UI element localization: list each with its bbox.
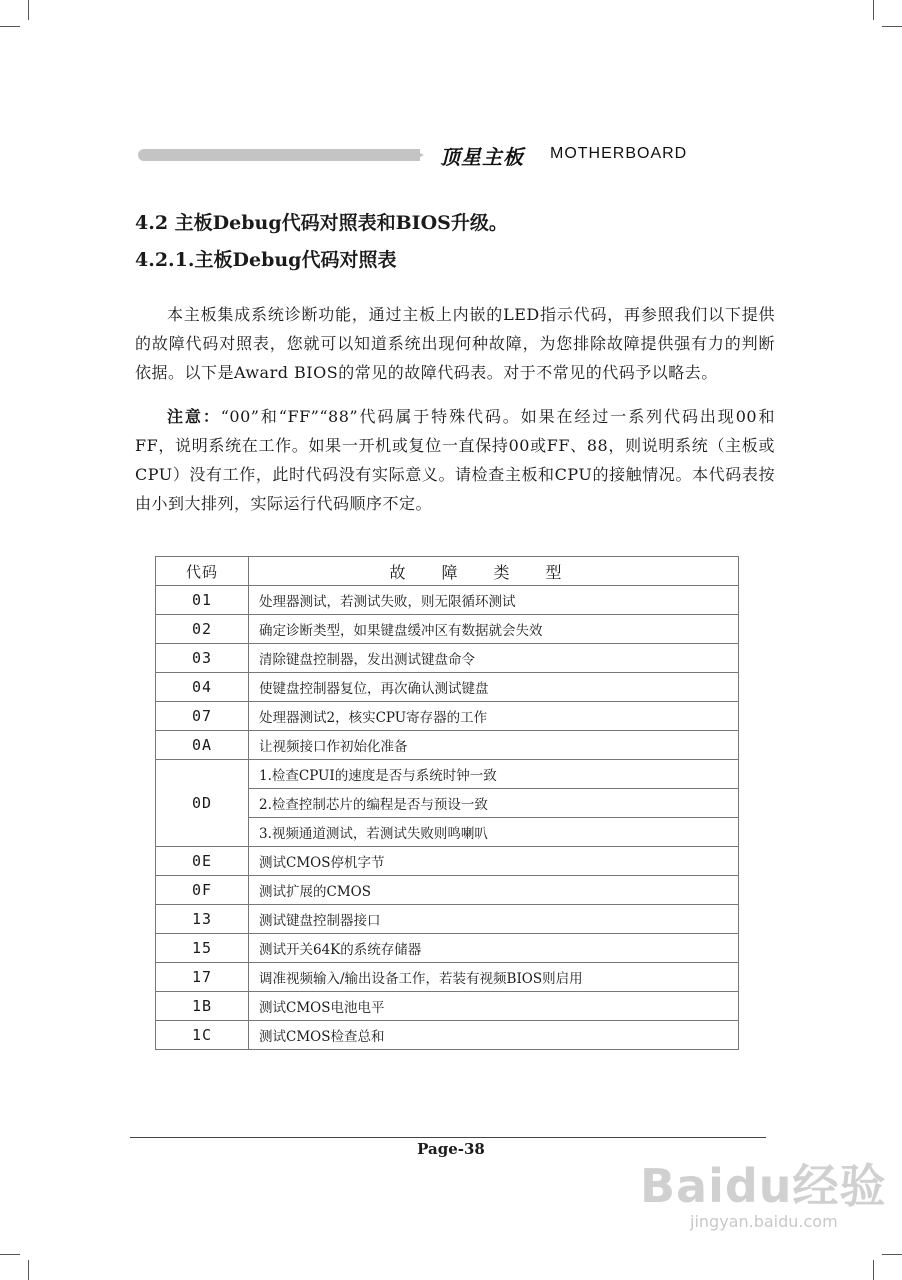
header-bar bbox=[138, 149, 420, 161]
desc-cell: 测试键盘控制器接口 bbox=[249, 905, 739, 934]
desc-cell: 测试CMOS电池电平 bbox=[249, 992, 739, 1021]
intro-paragraph: 本主板集成系统诊断功能，通过主板上内嵌的LED指示代码，再参照我们以下提供的故障代码对照表，您就可以知道系统出现何种故障，为您排除故障提供强有力的判断依据。以下是Award BIOS的常见的故障代码表。对于不常见的代码予以略去。 bbox=[135, 305, 775, 382]
note-paragraph bbox=[135, 402, 775, 518]
desc-cell: 让视频接口作初始化准备 bbox=[249, 731, 739, 760]
table-row bbox=[156, 905, 739, 934]
desc-cell: 清除键盘控制器，发出测试键盘命令 bbox=[249, 644, 739, 673]
watermark-logo: Baidu经验 bbox=[640, 1159, 887, 1213]
table-row bbox=[156, 586, 739, 615]
crop-mark bbox=[0, 1254, 20, 1255]
desc-cell: 测试开关64K的系统存储器 bbox=[249, 934, 739, 963]
desc-cell: 2.检查控制芯片的编程是否与预设一致 bbox=[249, 789, 739, 818]
crop-mark bbox=[873, 0, 874, 20]
desc-cell: 处理器测试2，核实CPU寄存器的工作 bbox=[249, 702, 739, 731]
desc-cell: 调准视频输入/输出设备工作，若装有视频BIOS则启用 bbox=[249, 963, 739, 992]
crop-mark bbox=[882, 1254, 902, 1255]
desc-cell: 3.视频通道测试，若测试失败则鸣喇叭 bbox=[249, 818, 739, 847]
subsection-heading: 4.2.1.主板Debug代码对照表 bbox=[135, 249, 397, 271]
watermark-url: jingyan.baidu.com bbox=[690, 1212, 838, 1231]
code-cell: 1B bbox=[156, 992, 249, 1021]
table-row bbox=[156, 847, 739, 876]
column-header-code: 代码 bbox=[156, 557, 249, 586]
crop-mark bbox=[882, 26, 902, 27]
footer-rule bbox=[130, 1137, 766, 1138]
desc-cell: 测试CMOS停机字节 bbox=[249, 847, 739, 876]
code-cell: 17 bbox=[156, 963, 249, 992]
note-label: 注意： bbox=[167, 407, 221, 426]
code-cell: 04 bbox=[156, 673, 249, 702]
page-number: Page-38 bbox=[417, 1140, 485, 1158]
table-row bbox=[156, 731, 739, 760]
desc-cell: 测试CMOS检查总和 bbox=[249, 1021, 739, 1050]
code-cell: 13 bbox=[156, 905, 249, 934]
table-row bbox=[156, 615, 739, 644]
desc-cell: 1.检查CPUI的速度是否与系统时钟一致 bbox=[249, 760, 739, 789]
table-row bbox=[156, 760, 739, 789]
table-row bbox=[156, 992, 739, 1021]
desc-cell: 测试扩展的CMOS bbox=[249, 876, 739, 905]
table-row bbox=[156, 702, 739, 731]
code-cell: 07 bbox=[156, 702, 249, 731]
code-cell: 1C bbox=[156, 1021, 249, 1050]
brand-logo-en: MOTHERBOARD bbox=[550, 145, 688, 162]
table-row bbox=[156, 673, 739, 702]
brand-logo-cn: 顶星主板 bbox=[440, 145, 524, 169]
code-cell: 0E bbox=[156, 847, 249, 876]
crop-mark bbox=[0, 26, 20, 27]
table-row bbox=[156, 644, 739, 673]
desc-cell: 处理器测试，若测试失败，则无限循环测试 bbox=[249, 586, 739, 615]
table-row bbox=[156, 963, 739, 992]
table-header-row bbox=[156, 557, 739, 586]
desc-cell: 确定诊断类型，如果键盘缓冲区有数据就会失效 bbox=[249, 615, 739, 644]
crop-mark bbox=[28, 0, 29, 20]
code-cell: 01 bbox=[156, 586, 249, 615]
code-cell: 03 bbox=[156, 644, 249, 673]
code-cell: 15 bbox=[156, 934, 249, 963]
table-row bbox=[156, 934, 739, 963]
code-cell: 0A bbox=[156, 731, 249, 760]
table-row bbox=[156, 1021, 739, 1050]
note-text: “00”和“FF”“88”代码属于特殊代码。如果在经过一系列代码出现00和FF，说明系统在工作。如果一开机或复位一直保持00或FF、88，则说明系统（主板或CPU）没有工作，此时代码没有实际意义。请检查主板和CPU的接触情况。本代码表按由小到大排列，实际运行代码顺序不定。 bbox=[135, 407, 775, 513]
crop-mark bbox=[873, 1260, 874, 1280]
table-row bbox=[156, 876, 739, 905]
crop-mark bbox=[28, 1260, 29, 1280]
debug-code-table bbox=[155, 556, 739, 1050]
code-cell: 0D bbox=[156, 760, 249, 847]
desc-cell: 使键盘控制器复位，再次确认测试键盘 bbox=[249, 673, 739, 702]
section-heading: 4.2 主板Debug代码对照表和BIOS升级。 bbox=[135, 212, 508, 234]
code-cell: 0F bbox=[156, 876, 249, 905]
header-bar-tip bbox=[412, 149, 424, 161]
column-header-desc: 故障类型 bbox=[249, 557, 739, 586]
code-cell: 02 bbox=[156, 615, 249, 644]
